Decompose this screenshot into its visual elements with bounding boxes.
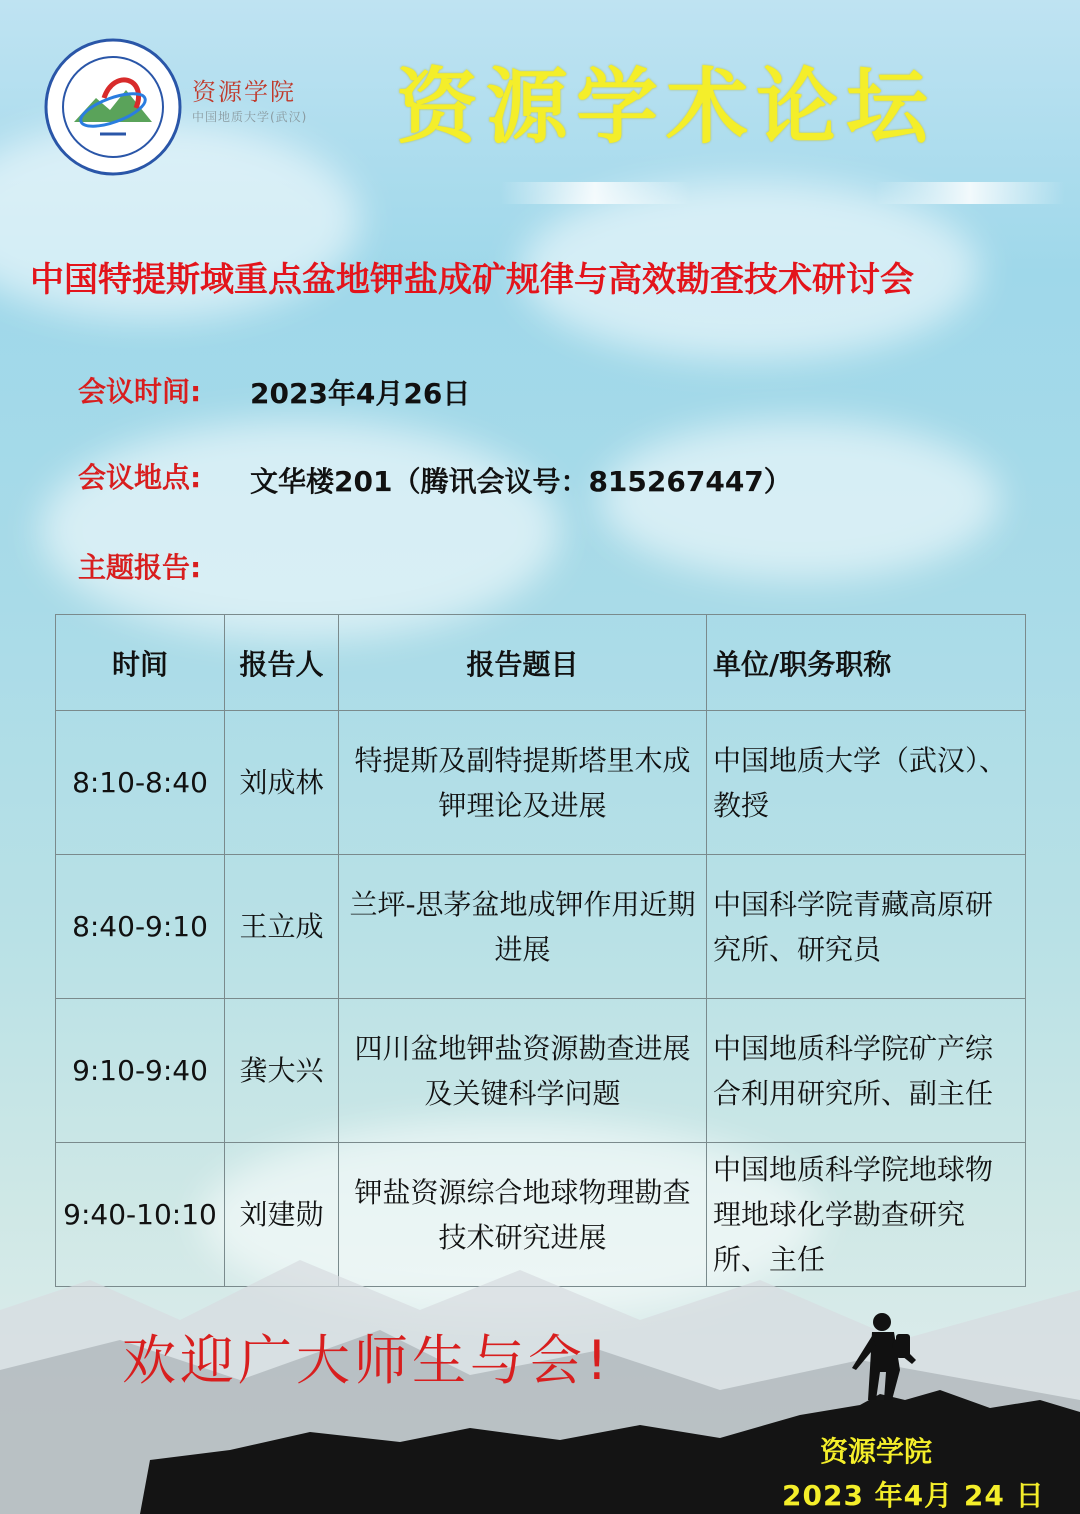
cell-topic: 四川盆地钾盐资源勘查进展及关键科学问题 (339, 999, 707, 1143)
welcome-message: 欢迎广大师生与会! (122, 1329, 612, 1392)
table-row (56, 711, 1026, 855)
dept-subtitle: 中国地质大学(武汉) (192, 110, 308, 124)
table-row (56, 855, 1026, 999)
university-seal-icon (44, 38, 182, 176)
cell-time: 9:40-10:10 (56, 1143, 225, 1287)
cell-topic: 特提斯及副特提斯塔里木成钾理论及进展 (339, 711, 707, 855)
cloud (40, 420, 560, 640)
header-topic: 报告题目 (339, 615, 707, 711)
cell-org: 中国地质科学院矿产综合利用研究所、副主任 (707, 999, 1026, 1143)
cell-topic: 兰坪-思茅盆地成钾作用近期进展 (339, 855, 707, 999)
header-speaker: 报告人 (225, 615, 339, 711)
table-header-row (56, 615, 1026, 711)
schedule-table (55, 614, 1026, 1287)
signature-date: 2023 年4月 24 日 (782, 1479, 1045, 1512)
cell-speaker: 王立成 (225, 855, 339, 999)
cell-time: 8:40-9:10 (56, 855, 225, 999)
place-label: 会议地点: (78, 461, 202, 494)
cell-speaker: 刘建勋 (225, 1143, 339, 1287)
cell-speaker: 龚大兴 (225, 999, 339, 1143)
forum-title: 资源学术论坛 (396, 60, 937, 155)
meeting-title: 中国特提斯域重点盆地钾盐成矿规律与高效勘查技术研讨会 (30, 260, 914, 300)
time-label: 会议时间: (78, 375, 202, 408)
reports-label: 主题报告: (78, 551, 202, 584)
table-row (56, 999, 1026, 1143)
place-value: 文华楼201（腾讯会议号：815267447） (250, 465, 792, 498)
cell-topic: 钾盐资源综合地球物理勘查技术研究进展 (339, 1143, 707, 1287)
cell-org: 中国地质科学院地球物理地球化学勘查研究所、主任 (707, 1143, 1026, 1287)
dept-name: 资源学院 (192, 78, 296, 106)
cell-org: 中国地质大学（武汉）、教授 (707, 711, 1026, 855)
light-stripe (500, 182, 690, 204)
time-value: 2023年4月26日 (250, 377, 471, 410)
light-stripe (875, 182, 1065, 204)
cell-time: 9:10-9:40 (56, 999, 225, 1143)
signature-dept: 资源学院 (820, 1435, 933, 1468)
cloud (600, 420, 1000, 580)
cell-speaker: 刘成林 (225, 711, 339, 855)
header-time: 时间 (56, 615, 225, 711)
header-org: 单位/职务职称 (707, 615, 1026, 711)
cell-time: 8:10-8:40 (56, 711, 225, 855)
cell-org: 中国科学院青藏高原研究所、研究员 (707, 855, 1026, 999)
